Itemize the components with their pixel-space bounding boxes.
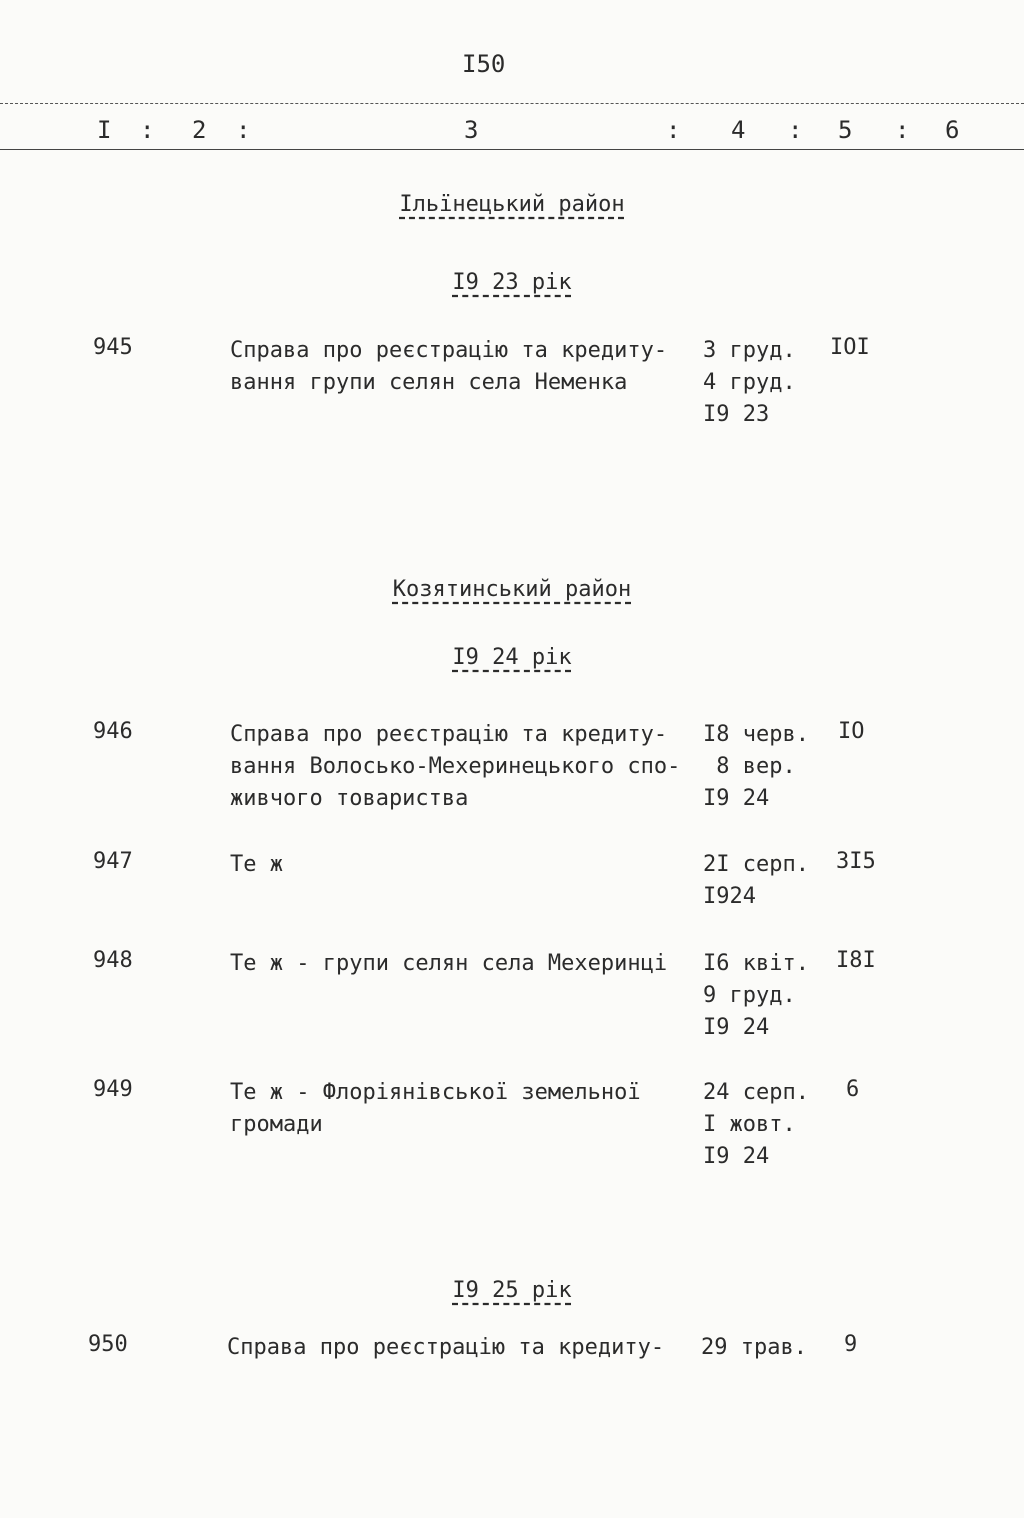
entry-sheet-count: I8I (836, 948, 876, 973)
entry-sheet-count: IO (838, 719, 865, 744)
col-header-6: 6 (945, 116, 960, 144)
col-separator: : (788, 116, 803, 144)
col-separator: : (236, 116, 251, 144)
entry-number: 945 (93, 335, 133, 360)
col-header-4: 4 (731, 116, 746, 144)
year-heading: I9 23 рік (452, 270, 572, 295)
entry-description: Те ж - групи селян села Мехеринці (230, 951, 668, 976)
col-header-1: I (97, 116, 112, 144)
entry-dates: 2I серп. I924 (703, 852, 809, 909)
entry-number: 947 (93, 849, 133, 874)
district-heading: Козятинський район (392, 577, 632, 602)
col-header-3: 3 (464, 116, 479, 144)
entry-dates: 24 серп. I жовт. I9 24 (703, 1080, 809, 1169)
header-bottom-rule (0, 149, 1024, 150)
col-separator: : (666, 116, 681, 144)
entry-dates: I8 черв. 8 вер. I9 24 (703, 722, 809, 811)
entry-description: Те ж - Флоріянівської земельної громади (230, 1080, 641, 1137)
header-top-rule (0, 103, 1024, 104)
page-number: I50 (462, 50, 506, 78)
entry-description: Справа про реєстрацію та кредиту- (227, 1335, 665, 1360)
entry-dates: 29 трав. (701, 1335, 807, 1360)
entry-description: Справа про реєстрацію та кредиту- вання групи селян села Неменка (230, 338, 668, 395)
entry-sheet-count: 3I5 (836, 849, 876, 874)
entry-number: 948 (93, 948, 133, 973)
entry-description: Справа про реєстрацію та кредиту- вання Волосько-Мехеринецького спо- живчого товариства (230, 722, 681, 811)
entry-sheet-count: 6 (846, 1077, 860, 1102)
entry-sheet-count: 9 (844, 1332, 858, 1357)
col-separator: : (895, 116, 910, 144)
entry-number: 946 (93, 719, 133, 744)
entry-number: 949 (93, 1077, 133, 1102)
entry-description: Те ж (230, 852, 283, 877)
district-heading: Ільїнецький район (399, 192, 625, 217)
year-heading: I9 24 рік (452, 645, 572, 670)
col-header-2: 2 (192, 116, 207, 144)
col-header-5: 5 (838, 116, 853, 144)
entry-dates: I6 квіт. 9 груд. I9 24 (703, 951, 809, 1040)
entry-number: 950 (88, 1332, 128, 1357)
col-separator: : (140, 116, 155, 144)
entry-sheet-count: IOI (830, 335, 870, 360)
year-heading: I9 25 рік (452, 1278, 572, 1303)
entry-dates: 3 груд. 4 груд. I9 23 (703, 338, 796, 427)
